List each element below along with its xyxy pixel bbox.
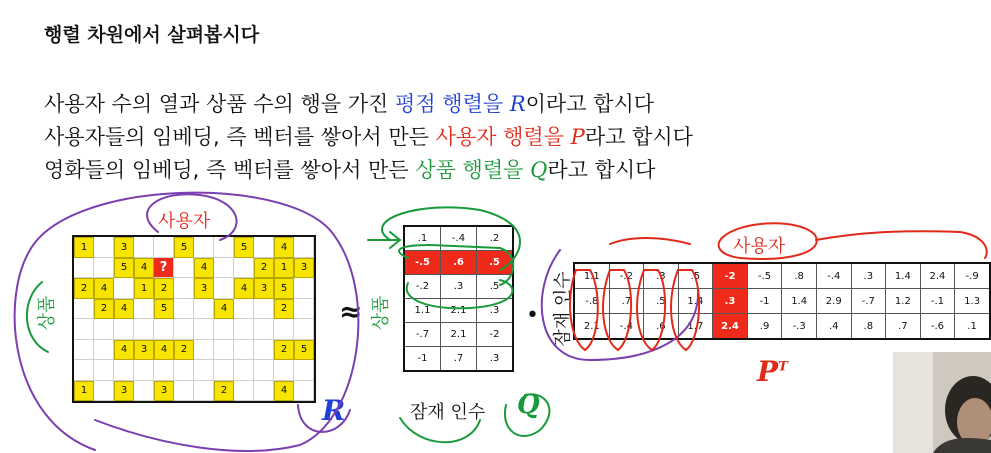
q-row: [404, 299, 513, 323]
rating-cell: [214, 340, 234, 361]
rating-cell: [74, 319, 94, 340]
webcam-video: [893, 352, 991, 453]
rating-cell: [154, 237, 174, 258]
line-text: 이라고 합시다: [525, 92, 655, 116]
rating-cell: 2: [94, 299, 114, 320]
rating-cell: 5: [154, 299, 174, 320]
p-cell: -.4: [816, 263, 851, 289]
var-p: P: [570, 125, 585, 149]
rating-cell: [214, 319, 234, 340]
rating-cell: 2: [254, 258, 274, 279]
rating-cell: [94, 237, 114, 258]
p-row: [574, 289, 990, 314]
p-cell: -.7: [851, 289, 886, 314]
p-cell: -.2: [609, 263, 644, 289]
rating-cell: 2: [74, 278, 94, 299]
q-cell: .5: [477, 251, 514, 275]
rating-matrix-r: [72, 235, 316, 403]
rating-cell: [154, 360, 174, 381]
approx-sign: ≈: [339, 295, 363, 328]
rating-cell: [234, 360, 254, 381]
line-text: 라고 합시다: [584, 125, 693, 149]
q-cell: -.7: [404, 323, 441, 347]
p-cell: 2.4: [713, 314, 748, 340]
text-line-p: [44, 121, 693, 151]
rating-cell: [74, 340, 94, 361]
highlight-text: 상품 행렬을: [415, 158, 531, 182]
rating-cell: 2: [154, 278, 174, 299]
line-text: 사용자들의 임베딩, 즉 벡터를 쌓아서 만든: [44, 125, 436, 149]
p-cell: -.1: [920, 289, 955, 314]
dot-operator: •: [526, 303, 539, 328]
rating-cell: 1: [134, 278, 154, 299]
q-cell: -2: [477, 323, 514, 347]
rating-cell: [74, 299, 94, 320]
rating-cell: 5: [114, 258, 134, 279]
var-r: R: [509, 92, 526, 116]
rating-cell: [294, 237, 314, 258]
p-cell: .9: [747, 314, 782, 340]
p-cell: 1.4: [678, 289, 713, 314]
rating-cell: [254, 340, 274, 361]
rating-cell: 4: [94, 278, 114, 299]
rating-cell: 1: [74, 237, 94, 258]
p-cell: -.6: [920, 314, 955, 340]
rating-cell: 4: [114, 340, 134, 361]
line-text: 라고 합시다: [547, 158, 656, 182]
rating-cell: 4: [154, 340, 174, 361]
q-cell: -.5: [404, 251, 441, 275]
latent-label-p: 잠재 인수: [552, 271, 574, 347]
q-cell: .3: [477, 299, 514, 323]
p-cell: -2: [713, 263, 748, 289]
rating-cell: 3: [114, 381, 134, 402]
highlight-text: 평점 행렬을: [395, 92, 510, 116]
q-row: [404, 226, 513, 251]
q-row: [404, 275, 513, 299]
person-silhouette: [893, 352, 991, 453]
rating-cell: 3: [194, 278, 214, 299]
rating-cell: [134, 381, 154, 402]
p-cell: 1.7: [678, 314, 713, 340]
p-cell: .3: [644, 263, 678, 289]
rating-cell: [214, 258, 234, 279]
rating-cell: [234, 299, 254, 320]
matrix-p-symbol: [757, 355, 788, 388]
text-line-r: [44, 88, 654, 118]
rating-cell: [214, 237, 234, 258]
green-arrow: [368, 232, 400, 248]
p-cell: 1.1: [574, 263, 609, 289]
q-cell: .5: [477, 275, 514, 299]
var-q: Q: [530, 158, 548, 182]
rating-cell: [294, 299, 314, 320]
q-row: [404, 323, 513, 347]
rating-cell: 5: [274, 278, 294, 299]
rating-cell: [214, 278, 234, 299]
rating-cell: [194, 237, 214, 258]
rating-cell: [194, 319, 214, 340]
rating-cell: [94, 360, 114, 381]
item-matrix-q: [403, 225, 514, 372]
q-row: [404, 251, 513, 275]
rating-cell: [134, 319, 154, 340]
user-matrix-p-transpose: [573, 262, 991, 340]
rating-cell: [174, 299, 194, 320]
rating-cell: 1: [274, 258, 294, 279]
rating-cell: [174, 381, 194, 402]
rating-cell: [174, 278, 194, 299]
red-top-arc: [610, 238, 690, 244]
p-cell: 2.1: [574, 314, 609, 340]
rating-cell: [74, 360, 94, 381]
text-line-q: [44, 154, 655, 184]
rating-cell: [294, 360, 314, 381]
q-cell: .2: [477, 226, 514, 251]
highlight-text: 사용자 행렬을: [435, 125, 571, 149]
p-cell: .8: [851, 314, 886, 340]
rating-cell: 5: [294, 340, 314, 361]
line-text: 사용자 수의 열과 상품 수의 행을 가진: [44, 92, 396, 116]
p-cell: -.5: [747, 263, 782, 289]
p-cell: 1.4: [782, 289, 817, 314]
rating-cell: [134, 237, 154, 258]
item-label-r: 상품: [36, 295, 58, 331]
q-cell: .7: [441, 347, 477, 372]
q-cell: .1: [404, 226, 441, 251]
rating-cell: 4: [234, 278, 254, 299]
rating-cell: [174, 360, 194, 381]
rating-cell: 3: [114, 237, 134, 258]
rating-cell: [234, 340, 254, 361]
rating-cell: [194, 299, 214, 320]
p-cell: .8: [782, 263, 817, 289]
rating-cell: [134, 360, 154, 381]
q-row: [404, 347, 513, 372]
rating-cell: [114, 360, 134, 381]
rating-cell: [114, 278, 134, 299]
rating-cell: [194, 381, 214, 402]
rating-cell: [234, 258, 254, 279]
p-cell: .3: [713, 289, 748, 314]
p-row: [574, 314, 990, 340]
rating-cell: [254, 319, 274, 340]
rating-cell: 2: [214, 381, 234, 402]
p-cell: 2.4: [920, 263, 955, 289]
rating-cell: [114, 319, 134, 340]
user-label-r: 사용자: [158, 211, 211, 232]
latent-label-q: 잠재 인수: [410, 402, 486, 423]
rating-cell: [194, 360, 214, 381]
rating-cell: 4: [114, 299, 134, 320]
q-cell: -1: [404, 347, 441, 372]
rating-cell: [94, 258, 114, 279]
rating-cell: [294, 319, 314, 340]
p-cell: 2.9: [816, 289, 851, 314]
rating-cell: 5: [234, 237, 254, 258]
p-cell: -.9: [955, 263, 990, 289]
q-cell: -.2: [404, 275, 441, 299]
p-row: [574, 263, 990, 289]
p-letter: P: [757, 355, 779, 388]
q-cell: 2.1: [441, 323, 477, 347]
p-cell: -.8: [574, 289, 609, 314]
rating-cell: [174, 319, 194, 340]
rating-cell: 4: [134, 258, 154, 279]
rating-cell: [154, 319, 174, 340]
rating-cell: [194, 340, 214, 361]
rating-cell: [294, 381, 314, 402]
matrix-q-symbol: Q: [517, 390, 540, 420]
rating-cell: [94, 381, 114, 402]
slide-title: 행렬 차원에서 살펴봅시다: [44, 24, 260, 46]
rating-cell: [174, 258, 194, 279]
rating-cell: 2: [174, 340, 194, 361]
p-cell: -.3: [782, 314, 817, 340]
p-cell: 1.3: [955, 289, 990, 314]
rating-cell: 3: [134, 340, 154, 361]
p-cell: .1: [955, 314, 990, 340]
rating-cell: [254, 237, 274, 258]
rating-cell: 3: [154, 381, 174, 402]
rating-cell: [74, 258, 94, 279]
rating-cell: [254, 381, 274, 402]
rating-cell: 2: [274, 299, 294, 320]
p-cell: .7: [609, 289, 644, 314]
p-cell: .5: [644, 289, 678, 314]
q-cell: .6: [441, 251, 477, 275]
rating-cell: [134, 299, 154, 320]
transpose-mark: T: [778, 359, 788, 375]
rating-cell: 4: [274, 381, 294, 402]
p-cell: 1.2: [886, 289, 921, 314]
rating-cell: [94, 319, 114, 340]
rating-cell: [94, 340, 114, 361]
q-cell: -.4: [441, 226, 477, 251]
rating-cell: [294, 278, 314, 299]
q-cell: 2.1: [441, 299, 477, 323]
rating-cell: ?: [154, 258, 174, 279]
q-cell: 1.1: [404, 299, 441, 323]
p-cell: .4: [816, 314, 851, 340]
rating-cell: [234, 319, 254, 340]
p-cell: -.4: [609, 314, 644, 340]
rating-cell: [254, 360, 274, 381]
rating-cell: 2: [274, 340, 294, 361]
q-cell: .3: [441, 275, 477, 299]
p-cell: .6: [644, 314, 678, 340]
rating-cell: 1: [74, 381, 94, 402]
rating-cell: [234, 381, 254, 402]
p-cell: 1.4: [886, 263, 921, 289]
rating-cell: [214, 360, 234, 381]
p-cell: -1: [747, 289, 782, 314]
matrix-r-symbol: R: [322, 394, 346, 427]
p-cell: .3: [851, 263, 886, 289]
item-label-q: 상품: [370, 295, 392, 331]
user-label-p: 사용자: [733, 236, 786, 257]
rating-cell: 4: [194, 258, 214, 279]
p-cell: .5: [678, 263, 713, 289]
rating-cell: 4: [274, 237, 294, 258]
q-cell: .3: [477, 347, 514, 372]
rating-cell: [254, 299, 274, 320]
rating-cell: 5: [174, 237, 194, 258]
line-text: 영화들의 임베딩, 즉 벡터를 쌓아서 만든: [44, 158, 416, 182]
rating-cell: [274, 360, 294, 381]
rating-cell: 4: [214, 299, 234, 320]
p-cell: .7: [886, 314, 921, 340]
red-arrow-line: [816, 231, 987, 258]
rating-cell: 3: [254, 278, 274, 299]
rating-cell: [274, 319, 294, 340]
rating-cell: 3: [294, 258, 314, 279]
